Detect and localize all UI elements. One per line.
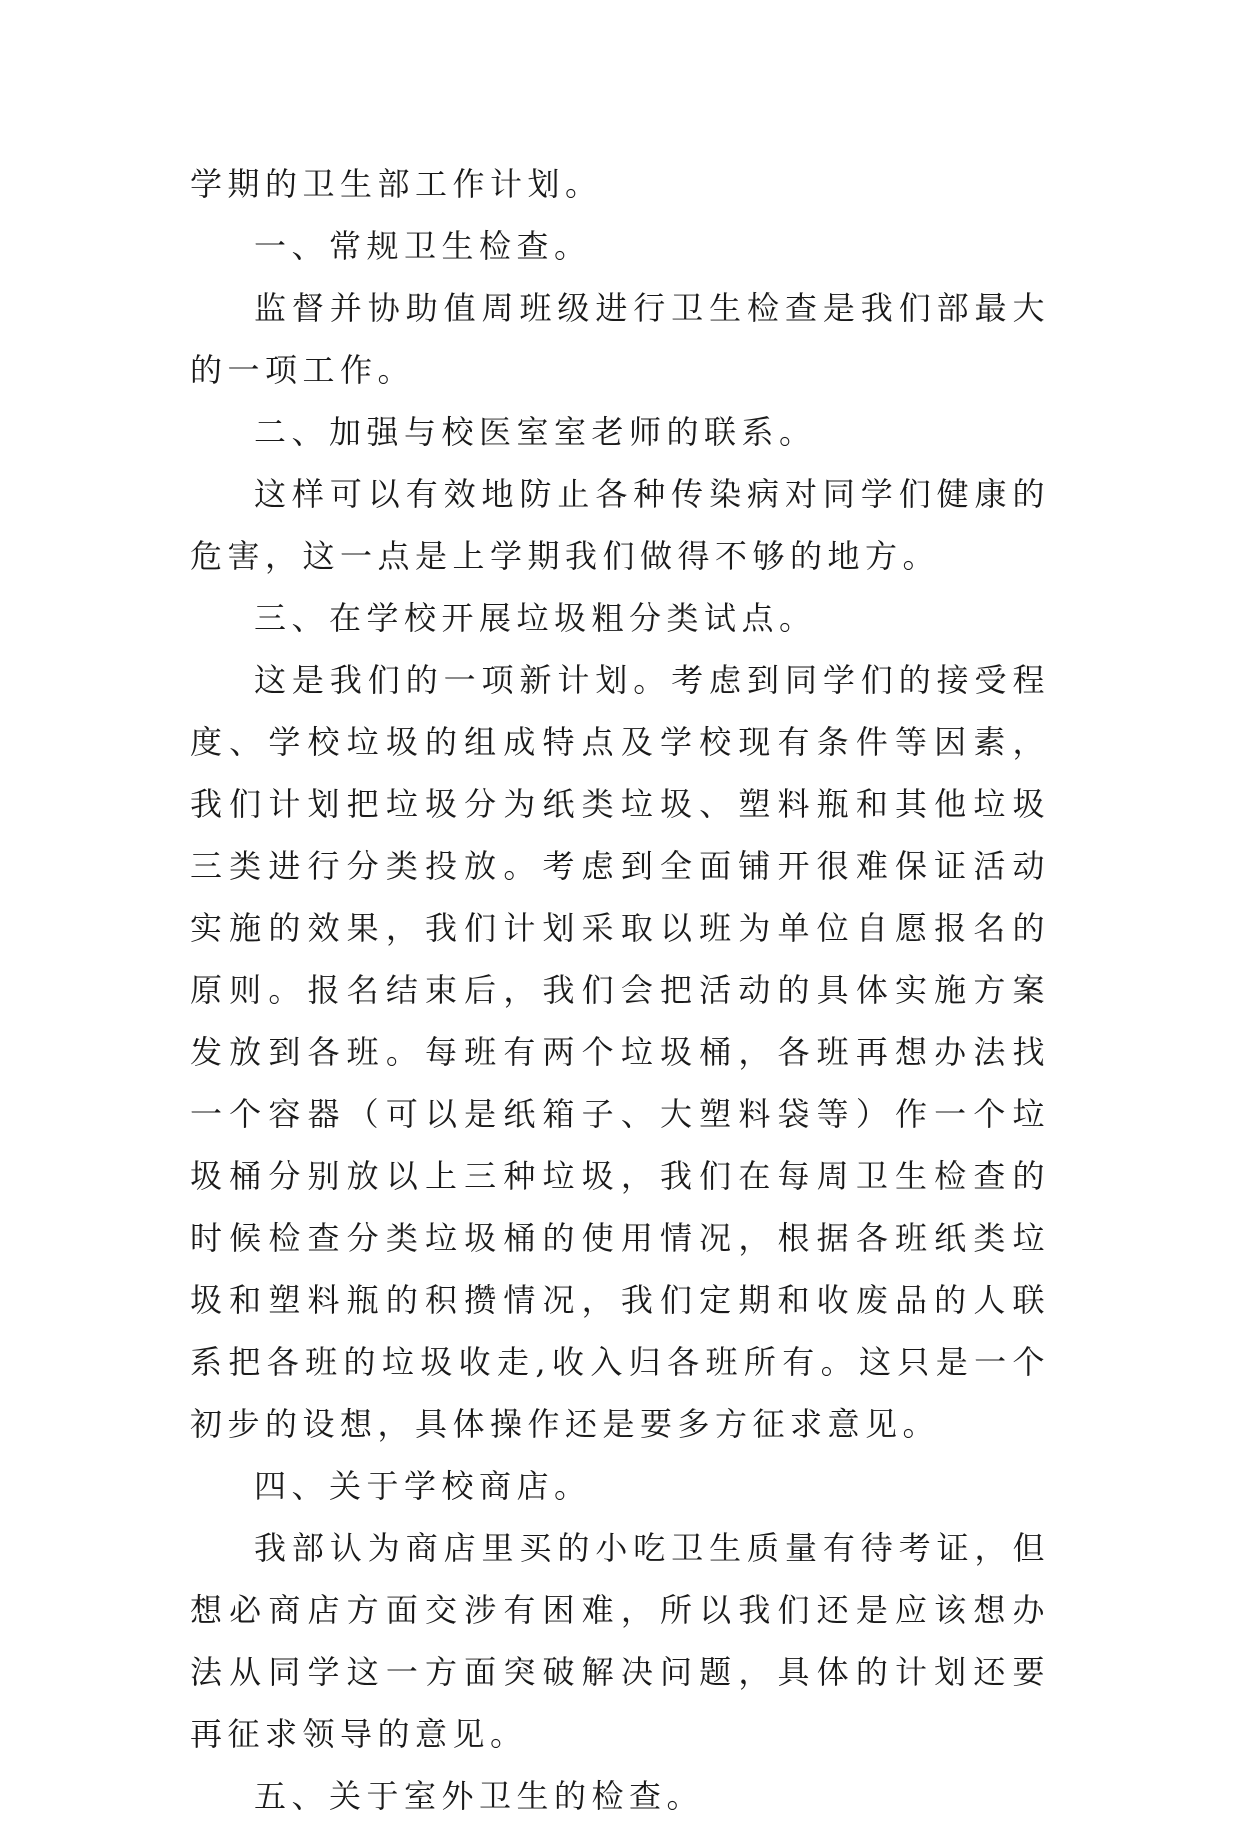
section-body-1: 监督并协助值周班级进行卫生检查是我们部最大的一项工作。	[190, 289, 1050, 389]
continuation-line: 学期的卫生部工作计划。	[190, 165, 603, 203]
section-body-2: 这样可以有效地防止各种传染病对同学们健康的危害，这一点是上学期我们做得不够的地方。	[190, 475, 1050, 575]
section-body-4: 我部认为商店里买的小吃卫生质量有待考证，但想必商店方面交涉有困难，所以我们还是应该想办法从同学这一方面突破解决问题，具体的计划还要再征求领导的意见。	[190, 1529, 1050, 1753]
document-page	[190, 153, 1050, 1827]
section-body-3: 这是我们的一项新计划。考虑到同学们的接受程度、学校垃圾的组成特点及学校现有条件等因素，我们计划把垃圾分为纸类垃圾、塑料瓶和其他垃圾三类进行分类投放。考虑到全面铺开很难保证活动实施的效果，我们计划采取以班为单位自愿报名的原则。报名结束后，我们会把活动的具体实施方案发放到各班。每班有两个垃圾桶，各班再想办法找一个容器（可以是纸箱子、大塑料袋等）作一个垃圾桶分别放以上三种垃圾，我们在每周卫生检查的时候检查分类垃圾桶的使用情况，根据各班纸类垃圾和塑料瓶的积攒情况，我们定期和收废品的人联系把各班的垃圾收走,收入归各班所有。这只是一个初步的设想，具体操作还是要多方征求意见。	[190, 661, 1050, 1443]
section-heading-5: 五、关于室外卫生的检查。	[254, 1777, 705, 1815]
section-heading-4: 四、关于学校商店。	[254, 1467, 592, 1505]
section-heading-1: 一、常规卫生检查。	[254, 227, 592, 265]
section-heading-3: 三、在学校开展垃圾粗分类试点。	[254, 599, 817, 637]
section-heading-2: 二、加强与校医室室老师的联系。	[254, 413, 817, 451]
